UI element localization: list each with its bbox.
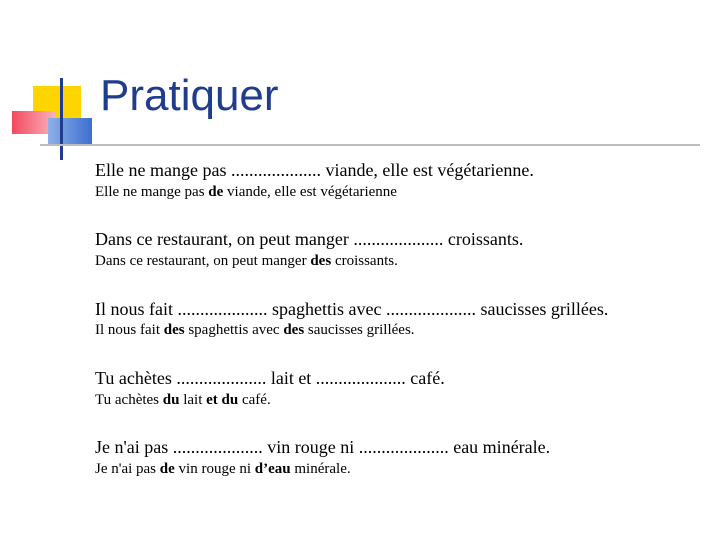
exercise-4-answer: Tu achètes du lait et du café. [95,392,271,408]
exercise-1-answer: Elle ne mange pas de viande, elle est végétarienne [95,184,397,200]
title-divider [40,144,700,146]
exercise-4-question: Tu achètes .................... lait et .................... café. [95,368,445,388]
exercise-5-question: Je n'ai pas .................... vin rouge ni .................... eau minérale. [95,437,551,457]
slide-title: Pratiquer [100,71,279,120]
logo-blue-square [48,118,92,144]
logo-vertical-line [60,78,63,160]
exercise-2-question: Dans ce restaurant, on peut manger .................... croissants. [95,229,524,249]
exercise-1-question: Elle ne mange pas .................... viande, elle est végétarienne. [95,160,534,180]
exercise-2-answer: Dans ce restaurant, on peut manger des croissants. [95,253,398,269]
exercise-3-question: Il nous fait .................... spaghettis avec .................... saucisses grillées. [95,299,609,319]
exercise-3-answer: Il nous fait des spaghettis avec des saucisses grillées. [95,322,415,338]
exercise-5-answer: Je n'ai pas de vin rouge ni d’eau minérale. [95,461,351,477]
